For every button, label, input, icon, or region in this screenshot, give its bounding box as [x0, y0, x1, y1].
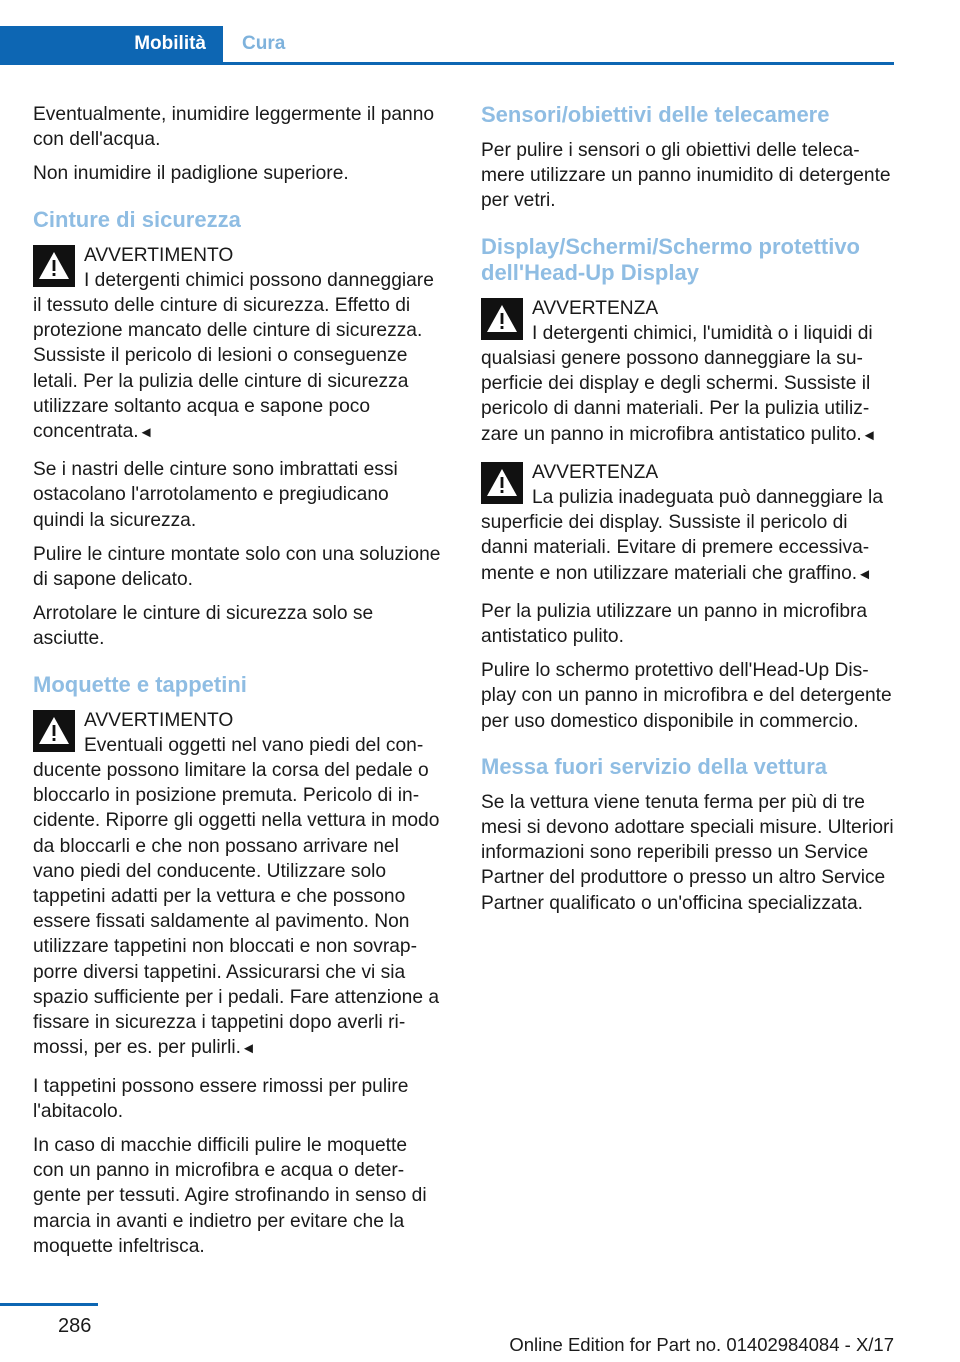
tab-mobilita[interactable]: Mobilità: [0, 26, 223, 62]
warning-text: I detergenti chimici possono danneggiare il tessuto delle cinture di sicurezza. Effetto di protezione mancato delle cinture di sicurezza. Sussiste il pericolo di lesioni o conseguenze letali. Per la pulizia delle cinture di sicurezza utilizzare soltanto acqua e sapone poco concentrata.: [33, 269, 434, 443]
warning-triangle-icon: [481, 298, 523, 340]
paragraph: In caso di macchie difficili pulire le moquette con un panno in microfibra e acqua o detergente per tessuti. Agire strofinando in senso di marcia in avanti e indietro per evitare che la moquette infeltrisca.: [33, 1134, 427, 1257]
warning-box: [33, 243, 443, 446]
warning-text: La pulizia inadeguata può danneggiare la superficie dei display. Sussiste il pericolo di danni materiali. Evitare di premere eccessivamente e non utilizzare materiali che graffino.: [481, 487, 883, 584]
section-heading-carpets: Moquette e tappetini: [33, 671, 247, 697]
chapter-tabs: [0, 26, 894, 65]
end-mark: ◄: [861, 426, 877, 444]
end-mark: ◄: [138, 424, 154, 442]
warning-triangle-icon: [481, 462, 523, 504]
paragraph: Se i nastri delle cinture sono imbrattati essi ostacolano l'arrotolamento e pregiudicano quindi la sicurezza.: [33, 459, 398, 531]
warning-text: I detergenti chimici, l'umidità o i liquidi di qualsiasi genere possono danneggiare la superficie dei display e degli schermi. Sussiste il pericolo di danni materiali. Per la pulizia utilizzare un panno in microfibra antistatico pulito.: [481, 322, 873, 445]
warning-triangle-icon: [33, 710, 75, 752]
tab-cura[interactable]: Cura: [223, 26, 343, 62]
warning-box: [481, 460, 894, 587]
warning-title: AVVERTENZA: [532, 297, 659, 319]
paragraph: I tappetini possono essere rimossi per pulire l'abitacolo.: [33, 1075, 409, 1122]
section-heading-sensors: Sensori/obiettivi delle telecamere: [481, 102, 830, 127]
warning-triangle-icon: [33, 245, 75, 287]
page-number: 286: [58, 1315, 92, 1337]
paragraph: Pulire lo schermo protettivo dell'Head-Up Display con un panno in microfibra e del detergente per uso domestico disponibile in commercio.: [481, 660, 892, 732]
warning-title: AVVERTIMENTO: [84, 709, 234, 731]
paragraph: Pulire le cinture montate solo con una soluzione di sapone delicato.: [33, 543, 441, 591]
paragraph: Eventualmente, inumidire leggermente il panno con dell'acqua.: [33, 104, 435, 151]
section-heading-display: Display/Schermi/Schermo protettivo dell'Head-Up Display: [481, 233, 860, 285]
end-mark: ◄: [240, 1040, 256, 1058]
paragraph: Per pulire i sensori o gli obiettivi delle telecamere utilizzare un panno inumidito di detergente per vetri.: [481, 140, 891, 212]
left-column: [33, 102, 443, 1268]
section-heading-decommission: Messa fuori servizio della vettura: [481, 753, 828, 779]
paragraph: Non inumidire il padiglione superiore.: [33, 163, 349, 185]
right-column: [481, 102, 894, 925]
warning-title: AVVERTIMENTO: [84, 244, 234, 266]
end-mark: ◄: [857, 565, 872, 583]
edition-note: Online Edition for Part no. 01402984084 - X/17: [509, 1334, 894, 1355]
section-heading-seatbelts: Cinture di sicurezza: [33, 206, 241, 232]
warning-box: [33, 708, 443, 1062]
paragraph: Arrotolare le cinture di sicurezza solo se asciutte.: [33, 603, 374, 650]
footer-rule: [0, 1303, 98, 1306]
warning-box: [481, 296, 894, 448]
paragraph: Se la vettura viene tenuta ferma per più di tre mesi si devono adottare speciali misure. Ulteriori informazioni sono reperibili presso un Service Partner del produttore o presso un altro Service Partner qualificato o un'officina specializzata.: [481, 791, 894, 914]
warning-text: Eventuali oggetti nel vano piedi del conducente possono limitare la corsa del pedale o bloccarlo in posizione premuta. Pericolo di incidente. Riporre gli oggetti nella vettura in modo da bloccarli e che non possano arrivare nel vano piedi del conducente. Utilizzare solo tappetini adatti per la vettura e che possono essere fissati saldamente al pavimento. Non utilizzare tappetini non bloccati e non sovrapporre diversi tappetini. Assicurarsi che vi sia spazio sufficiente per i pedali. Fare attenzione a fissare in sicurezza i tappetini dopo averli rimossi, per es. per pulirli.: [33, 734, 440, 1059]
paragraph: Per la pulizia utilizzare un panno in microfibra antistatico pulito.: [481, 600, 868, 648]
warning-title: AVVERTENZA: [532, 461, 659, 483]
